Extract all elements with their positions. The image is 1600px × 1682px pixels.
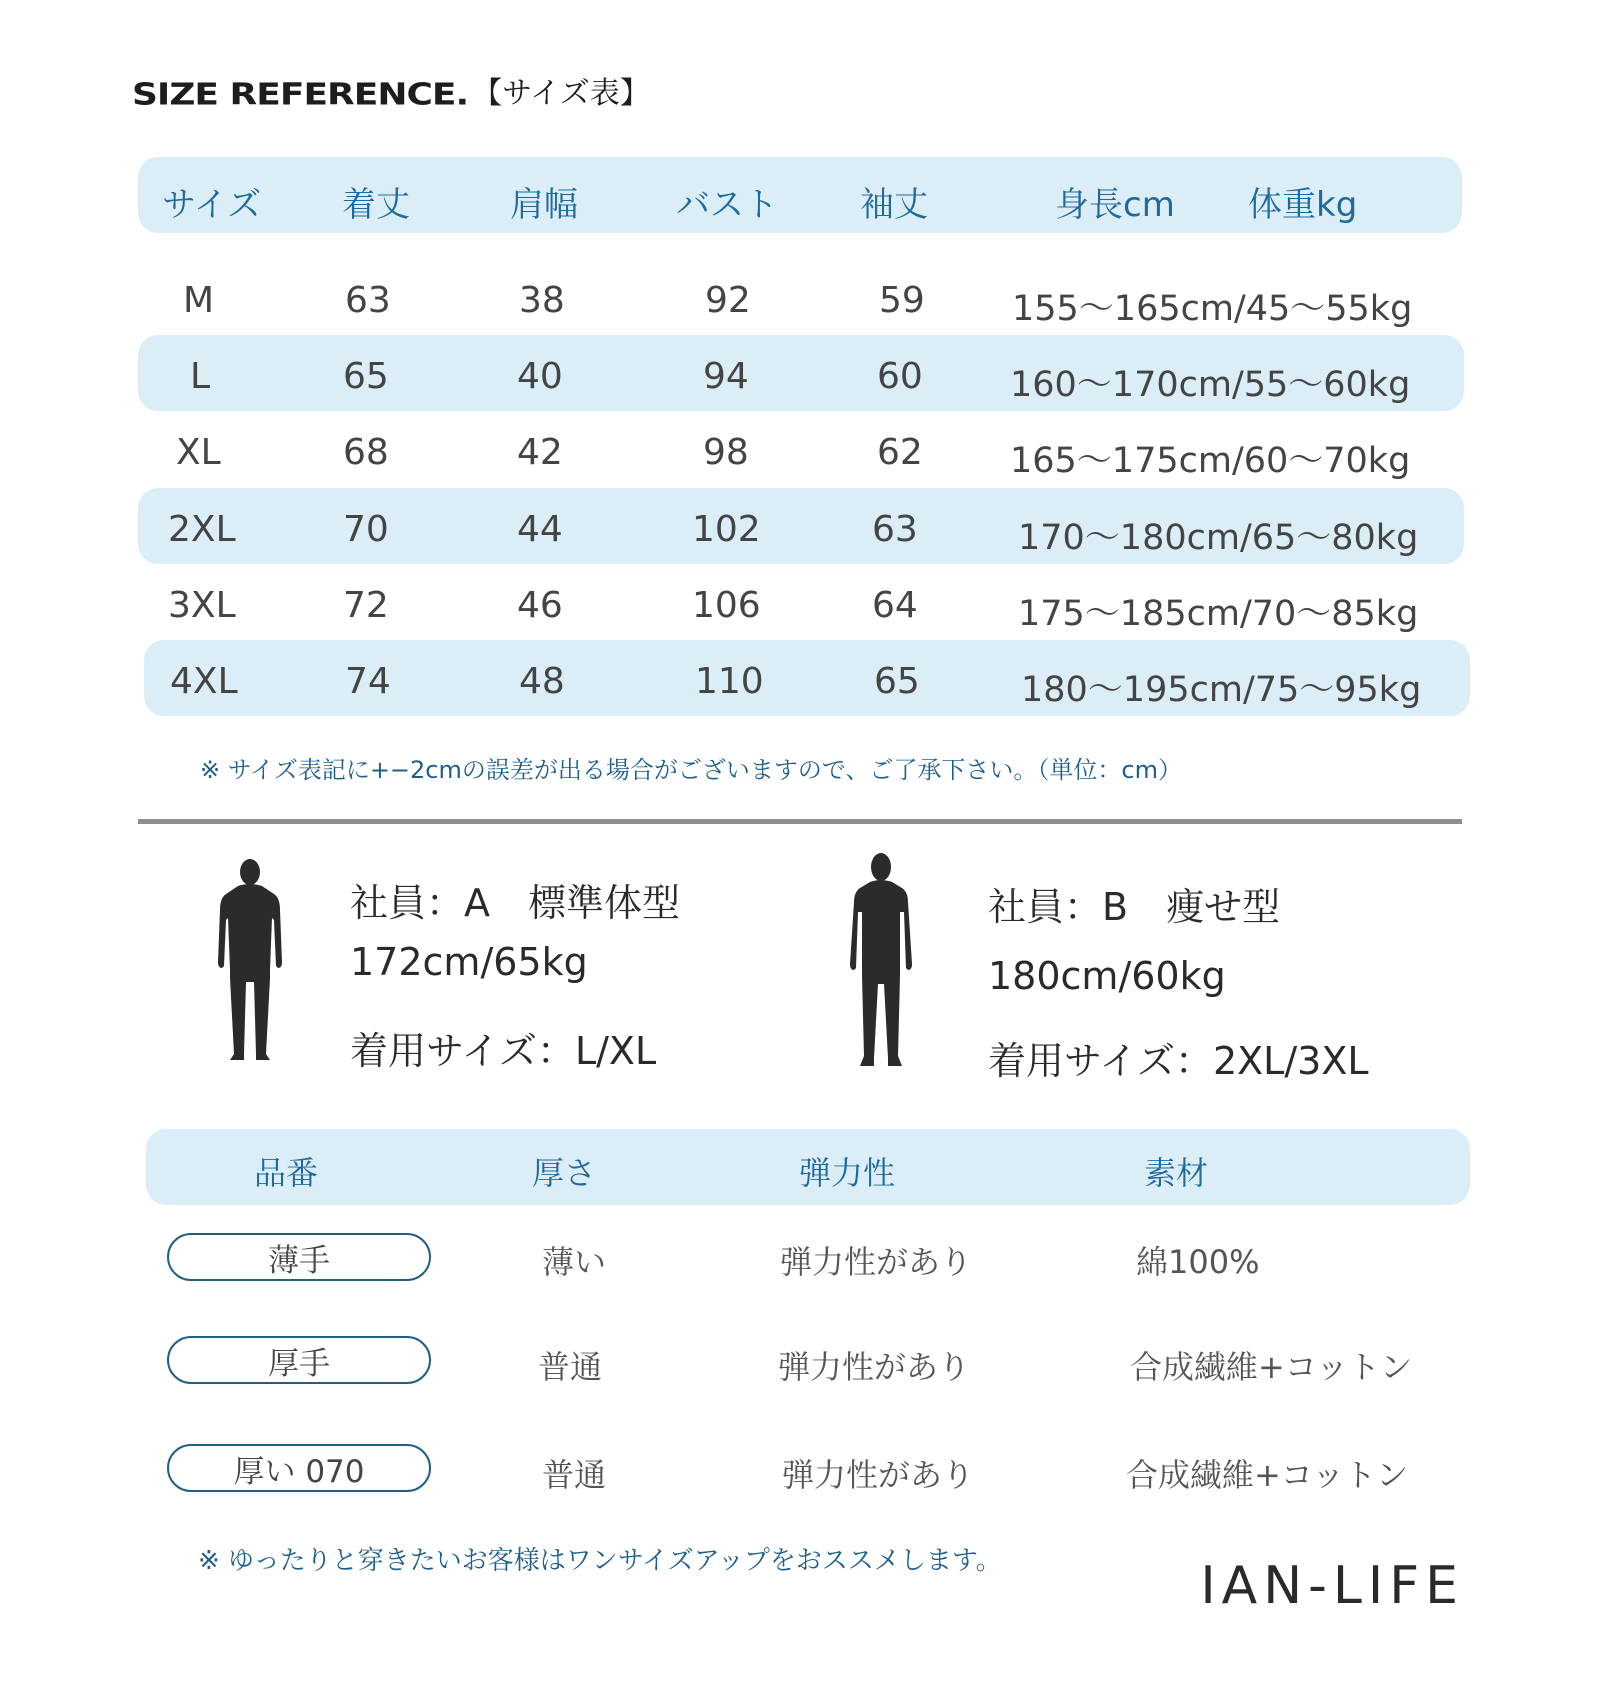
cell-size: 3XL xyxy=(168,585,236,626)
cell-size: L xyxy=(190,356,211,397)
section-divider xyxy=(138,819,1462,824)
cell-bust: 106 xyxy=(692,585,761,626)
cell-shoulder: 40 xyxy=(517,356,563,397)
cell-length: 68 xyxy=(343,432,389,473)
cell-material: 合成繊維+コットン xyxy=(1126,1456,1409,1494)
cell-material: 綿100% xyxy=(1136,1243,1260,1281)
cell-length: 70 xyxy=(343,509,389,550)
item-pill: 厚い 070 xyxy=(167,1444,431,1492)
header-elasticity: 弾力性 xyxy=(799,1154,896,1192)
cell-thickness: 薄い xyxy=(542,1243,607,1281)
cell-length: 65 xyxy=(343,356,389,397)
cell-size: M xyxy=(183,280,215,321)
model-a-name: 社員：A 標準体型 xyxy=(350,881,680,925)
cell-length: 72 xyxy=(343,585,389,626)
header-bust: バスト xyxy=(676,185,778,225)
cell-sleeve: 65 xyxy=(874,661,920,702)
cell-shoulder: 46 xyxy=(517,585,563,626)
cell-thickness: 普通 xyxy=(542,1456,607,1494)
cell-shoulder: 38 xyxy=(519,280,565,321)
header-size: サイズ xyxy=(162,185,262,225)
cell-sleeve: 59 xyxy=(879,280,925,321)
cell-bust: 110 xyxy=(695,661,764,702)
person-silhouette-icon xyxy=(846,852,916,1070)
model-b-wearing: 着用サイズ：2XL/3XL xyxy=(988,1039,1369,1083)
model-a-wearing: 着用サイズ：L/XL xyxy=(350,1029,657,1073)
cell-fit: 165〜175cm/60〜70kg xyxy=(1010,441,1411,481)
cell-sleeve: 60 xyxy=(877,356,923,397)
cell-fit: 170〜180cm/65〜80kg xyxy=(1018,518,1419,558)
cell-fit: 160〜170cm/55〜60kg xyxy=(1010,365,1411,405)
brand-logo: IAN-LIFE xyxy=(1200,1556,1464,1616)
header-shoulder: 肩幅 xyxy=(510,185,578,225)
item-pill: 厚手 xyxy=(167,1336,431,1384)
title-english: SIZE REFERENCE. xyxy=(132,77,469,112)
cell-fit: 180〜195cm/75〜95kg xyxy=(1021,670,1422,710)
person-silhouette-icon xyxy=(212,858,288,1062)
cell-size: 4XL xyxy=(170,661,238,702)
cell-elasticity: 弾力性があり xyxy=(778,1348,971,1386)
cell-length: 63 xyxy=(345,280,391,321)
cell-bust: 94 xyxy=(703,356,749,397)
cell-bust: 102 xyxy=(692,509,761,550)
header-length: 着丈 xyxy=(342,185,410,225)
cell-size: XL xyxy=(176,432,221,473)
cell-bust: 92 xyxy=(705,280,751,321)
cell-sleeve: 63 xyxy=(872,509,918,550)
model-b-name: 社員：B 痩せ型 xyxy=(988,885,1281,929)
cell-elasticity: 弾力性があり xyxy=(780,1243,973,1281)
model-b-stats: 180cm/60kg xyxy=(988,954,1226,998)
size-note: ※ サイズ表記に+−2cmの誤差が出る場合がございますので、ご了承下さい。（単位：cm） xyxy=(200,756,1182,784)
cell-sleeve: 64 xyxy=(872,585,918,626)
title-japanese: 【サイズ表】 xyxy=(472,76,650,111)
header-sleeve: 袖丈 xyxy=(860,185,928,225)
model-a-stats: 172cm/65kg xyxy=(350,940,588,984)
header-weight: 体重kg xyxy=(1248,185,1358,225)
header-height: 身長cm xyxy=(1055,185,1175,225)
cell-size: 2XL xyxy=(168,509,236,550)
cell-fit: 175〜185cm/70〜85kg xyxy=(1018,594,1419,634)
cell-shoulder: 42 xyxy=(517,432,563,473)
item-pill: 薄手 xyxy=(167,1233,431,1281)
cell-bust: 98 xyxy=(703,432,749,473)
page-title xyxy=(132,68,650,112)
cell-shoulder: 44 xyxy=(517,509,563,550)
cell-thickness: 普通 xyxy=(538,1348,603,1386)
header-item: 品番 xyxy=(254,1154,319,1192)
header-material: 素材 xyxy=(1144,1154,1209,1192)
header-thickness: 厚さ xyxy=(532,1154,597,1192)
cell-elasticity: 弾力性があり xyxy=(782,1456,975,1494)
material-note: ※ ゆったりと穿きたいお客様はワンサイズアップをおススメします。 xyxy=(198,1546,1002,1576)
cell-sleeve: 62 xyxy=(877,432,923,473)
cell-shoulder: 48 xyxy=(519,661,565,702)
cell-fit: 155〜165cm/45〜55kg xyxy=(1012,289,1413,329)
cell-material: 合成繊維+コットン xyxy=(1130,1348,1413,1386)
cell-length: 74 xyxy=(345,661,391,702)
